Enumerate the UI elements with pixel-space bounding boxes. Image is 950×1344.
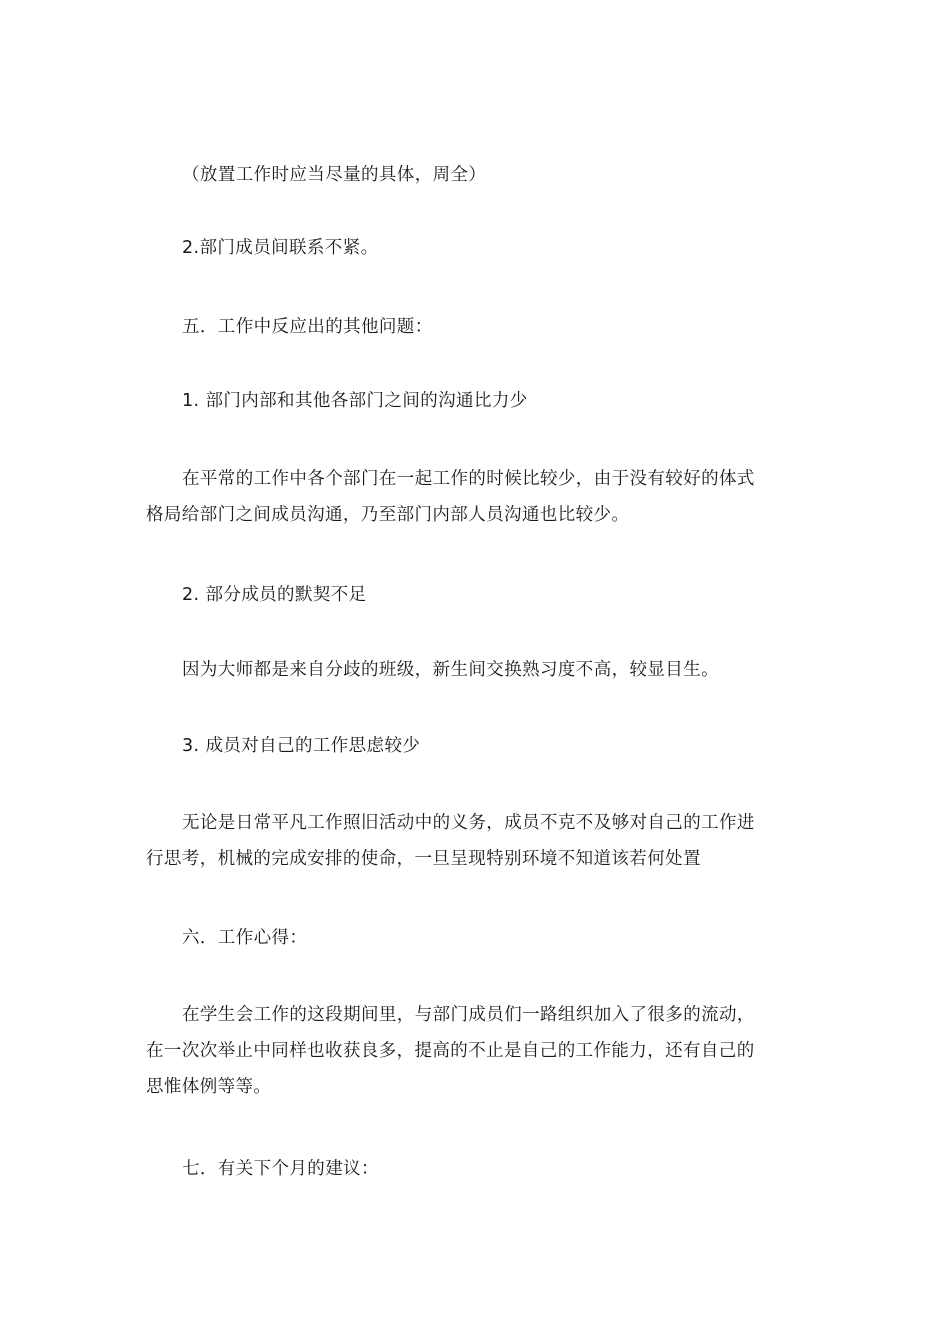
- paragraph-body: [146, 461, 806, 533]
- text-line: 思惟体例等等。: [146, 1077, 272, 1097]
- text-line: 在一次次举止中同样也收获良多，提高的不止是自己的工作能力，还有自己的: [146, 1041, 755, 1061]
- paragraph-item: [146, 728, 806, 764]
- text-line: 无论是日常平凡工作照旧活动中的义务，成员不克不及够对自己的工作进: [182, 813, 755, 833]
- paragraph-body: [146, 997, 806, 1105]
- paragraph-item: [146, 383, 806, 419]
- text-line: 六．工作心得：: [182, 928, 308, 948]
- section-heading: [146, 1151, 806, 1187]
- text-line: 行思考，机械的完成安排的使命，一旦呈现特别环境不知道该若何处置: [146, 849, 701, 869]
- text-line: 3. 成员对自己的工作思虑较少: [182, 736, 421, 756]
- text-line: 五．工作中反应出的其他问题：: [182, 317, 433, 337]
- section-heading: [146, 309, 806, 345]
- paragraph-body: [146, 652, 806, 688]
- text-line: 2. 部分成员的默契不足: [182, 585, 367, 605]
- paragraph-note: [146, 157, 806, 193]
- text-line: 在学生会工作的这段期间里，与部门成员们一路组织加入了很多的流动，: [182, 1005, 755, 1025]
- section-heading: [146, 920, 806, 956]
- paragraph-item: [146, 577, 806, 613]
- paragraph-body: [146, 805, 806, 877]
- text-line: 格局给部门之间成员沟通，乃至部门内部人员沟通也比较少。: [146, 505, 630, 525]
- text-line: （放置工作时应当尽量的具体，周全）: [182, 165, 487, 185]
- text-line: 2.部门成员间联系不紧。: [182, 238, 379, 258]
- text-line: 1. 部门内部和其他各部门之间的沟通比力少: [182, 391, 528, 411]
- paragraph-item: [146, 230, 806, 266]
- text-line: 因为大师都是来自分歧的班级，新生间交换熟习度不高，较显目生。: [182, 660, 719, 680]
- text-line: 在平常的工作中各个部门在一起工作的时候比较少，由于没有较好的体式: [182, 469, 755, 489]
- text-line: 七．有关下个月的建议：: [182, 1159, 379, 1179]
